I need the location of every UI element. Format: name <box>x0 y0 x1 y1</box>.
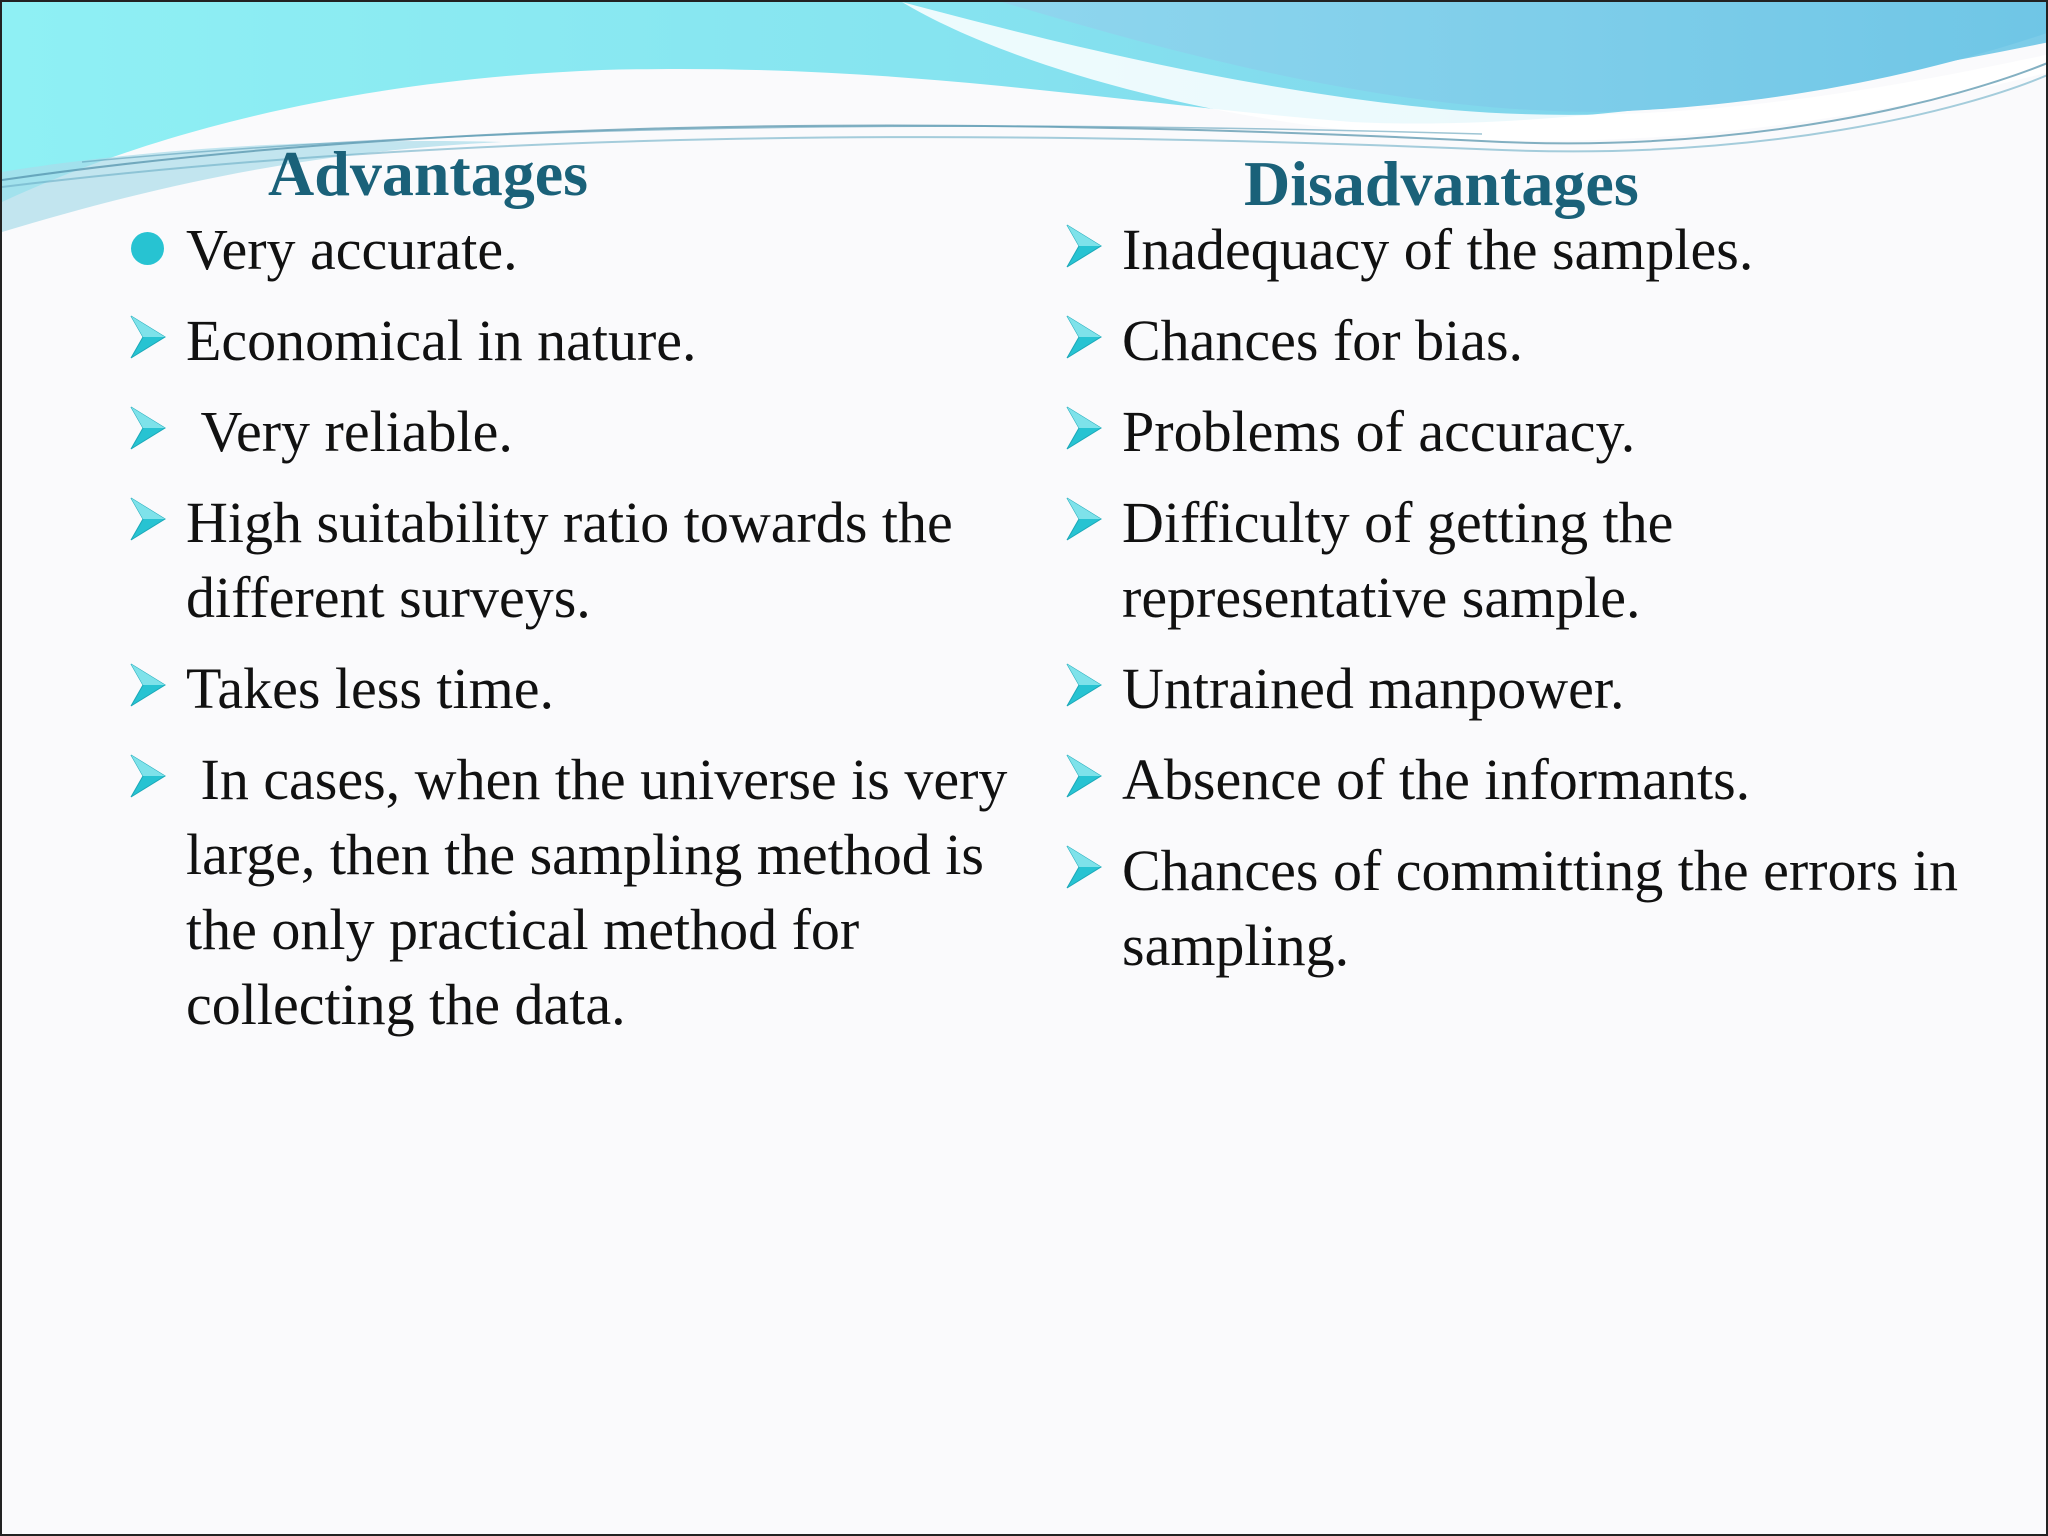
advantage-text: Very accurate. <box>186 217 518 282</box>
advantage-text: Very reliable. <box>186 399 513 464</box>
advantage-text: High suitability ratio towards the different surveys. <box>186 490 953 630</box>
list-item <box>1064 212 2004 287</box>
disadvantage-text: Absence of the informants. <box>1122 747 1751 812</box>
advantage-text: In cases, when the universe is very large, then the sampling method is the only practical method for collecting the data. <box>186 747 1022 1037</box>
advantage-text: Takes less time. <box>186 656 555 721</box>
list-item <box>128 394 1008 469</box>
disadvantage-text: Untrained manpower. <box>1122 656 1625 721</box>
disadvantage-text: Problems of accuracy. <box>1122 399 1636 464</box>
advantages-heading: Advantages <box>268 138 589 209</box>
arrowhead-bullet-icon <box>1064 661 1104 709</box>
arrowhead-bullet-icon <box>128 752 168 800</box>
arrowhead-bullet-icon <box>1064 222 1104 270</box>
disadvantages-list <box>1064 212 2004 999</box>
filled-circle-icon <box>131 232 164 265</box>
list-item <box>1064 303 2004 378</box>
list-item <box>128 742 1022 1042</box>
list-item <box>1064 485 2004 635</box>
disadvantage-text: Chances of committing the errors in sampling. <box>1122 838 1958 978</box>
disadvantages-heading: Disadvantages <box>1244 148 1639 219</box>
arrowhead-bullet-icon <box>128 313 168 361</box>
disadvantage-text: Difficulty of getting the representative sample. <box>1122 490 1674 630</box>
arrowhead-bullet-icon <box>1064 843 1104 891</box>
list-item <box>128 212 1008 287</box>
list-item <box>128 485 1008 635</box>
disadvantage-text: Inadequacy of the samples. <box>1122 217 1754 282</box>
list-item <box>1064 833 2004 983</box>
arrowhead-bullet-icon <box>1064 495 1104 543</box>
list-item <box>1064 651 2004 726</box>
list-item <box>128 303 1008 378</box>
disadvantage-text: Chances for bias. <box>1122 308 1524 373</box>
advantages-list <box>128 212 1022 1058</box>
arrowhead-bullet-icon <box>1064 752 1104 800</box>
arrowhead-bullet-icon <box>1064 313 1104 361</box>
arrowhead-bullet-icon <box>1064 404 1104 452</box>
advantage-text: Economical in nature. <box>186 308 697 373</box>
arrowhead-bullet-icon <box>128 495 168 543</box>
arrowhead-bullet-icon <box>128 404 168 452</box>
list-item <box>128 651 1008 726</box>
arrowhead-bullet-icon <box>128 661 168 709</box>
list-item <box>1064 742 2004 817</box>
list-item <box>1064 394 2004 469</box>
